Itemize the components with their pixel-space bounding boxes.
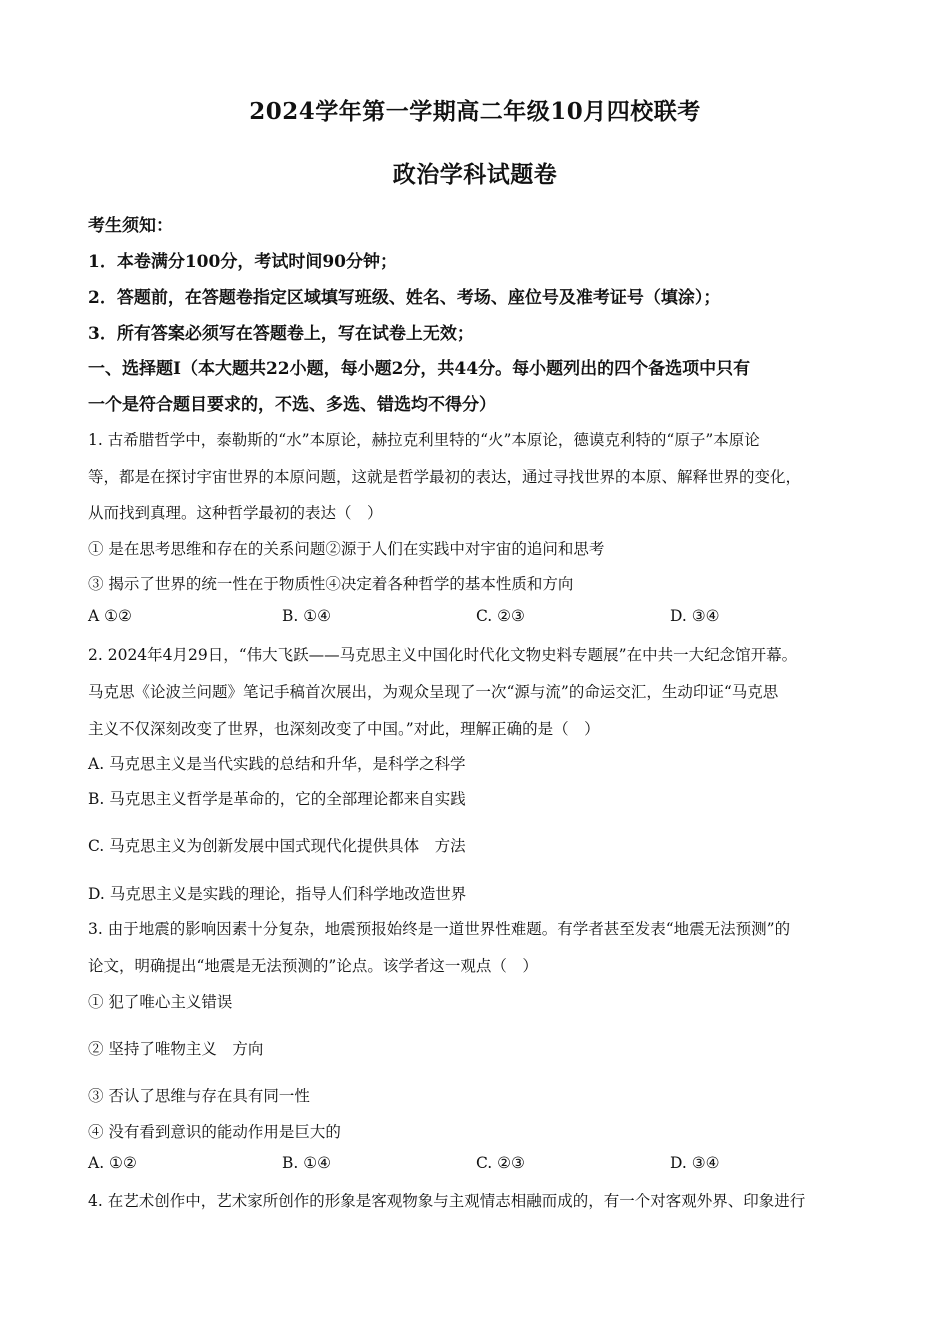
question-1-option-d: D. ③④ — [670, 607, 720, 625]
question-3-option-c: C. ②③ — [476, 1154, 525, 1172]
question-2-option-a: A. 马克思主义是当代实践的总结和升华，是科学之科学 — [88, 755, 466, 773]
question-3-text: 论文，明确提出“地震是无法预测的”论点。该学者这一观点（ ） — [88, 957, 538, 975]
question-1-option-b: B. ①④ — [282, 607, 332, 625]
notice-item: 1．本卷满分100分，考试时间90分钟； — [88, 252, 397, 272]
question-2-option-d: D. 马克思主义是实践的理论，指导人们科学地改造世界 — [88, 885, 467, 903]
question-2-text: 主义不仅深刻改变了世界，也深刻改变了中国。”对此，理解正确的是（ ） — [88, 720, 600, 738]
notice-heading: 考生须知： — [88, 216, 173, 236]
section-heading-cont: 一个是符合题目要求的，不选、多选、错选均不得分） — [88, 395, 496, 415]
question-3-option-a: A. ①② — [88, 1154, 137, 1172]
question-2-text: 马克思《论波兰问题》笔记手稿首次展出，为观众呈现了一次“源与流”的命运交汇，生动印证“马克思 — [88, 683, 779, 701]
notice-item: 2．答题前，在答题卷指定区域填写班级、姓名、考场、座位号及准考证号（填涂）； — [88, 288, 721, 308]
question-3-option-b: B. ①④ — [282, 1154, 332, 1172]
question-1-text: 从而找到真理。这种哲学最初的表达（ ） — [88, 504, 383, 522]
question-1-text: 1. 古希腊哲学中，泰勒斯的“水”本原论，赫拉克利里特的“火”本原论，德谟克利特的“原子”本原论 — [88, 431, 760, 449]
question-3-text: 3. 由于地震的影响因素十分复杂，地震预报始终是一道世界性难题。有学者甚至发表“地震无法预测”的 — [88, 920, 791, 938]
question-1-text: 等，都是在探讨宇宙世界的本原问题，这就是哲学最初的表达，通过寻找世界的本原、解释世界的变化， — [88, 468, 802, 486]
question-1-option-a: A ①② — [88, 607, 132, 625]
question-1-statement: ① 是在思考思维和存在的关系问题②源于人们在实践中对宇宙的追问和思考 — [88, 540, 605, 558]
question-1-statement: ③ 揭示了世界的统一性在于物质性④决定着各种哲学的基本性质和方向 — [88, 575, 574, 593]
question-2-option-b: B. 马克思主义哲学是革命的，它的全部理论都来自实践 — [88, 790, 466, 808]
notice-item: 3．所有答案必须写在答题卷上，写在试卷上无效； — [88, 324, 474, 344]
question-4-text: 4. 在艺术创作中，艺术家所创作的形象是客观物象与主观情志相融而成的，有一个对客观外界、印象进行 — [88, 1192, 806, 1210]
question-3-statement: ① 犯了唯心主义错误 — [88, 993, 233, 1011]
question-3-option-d: D. ③④ — [670, 1154, 720, 1172]
question-2-option-c: C. 马克思主义为创新发展中国式现代化提供具体 方法 — [88, 837, 466, 855]
question-3-statement: ③ 否认了思维与存在具有同一性 — [88, 1087, 310, 1105]
question-1-option-c: C. ②③ — [476, 607, 525, 625]
subject-title: 政治学科试题卷 — [392, 161, 558, 188]
question-3-statement: ④ 没有看到意识的能动作用是巨大的 — [88, 1123, 341, 1141]
exam-title: 2024学年第一学期高二年级10月四校联考 — [249, 98, 701, 125]
question-2-text: 2. 2024年4月29日，“伟大飞跃——马克思主义中国化时代化文物史料专题展”在中共一大纪念馆开幕。 — [88, 646, 798, 664]
section-heading: 一、选择题Ⅰ（本大题共22小题，每小题2分，共44分。每小题列出的四个备选项中只有 — [88, 359, 751, 379]
question-3-statement: ② 坚持了唯物主义 方向 — [88, 1040, 264, 1058]
